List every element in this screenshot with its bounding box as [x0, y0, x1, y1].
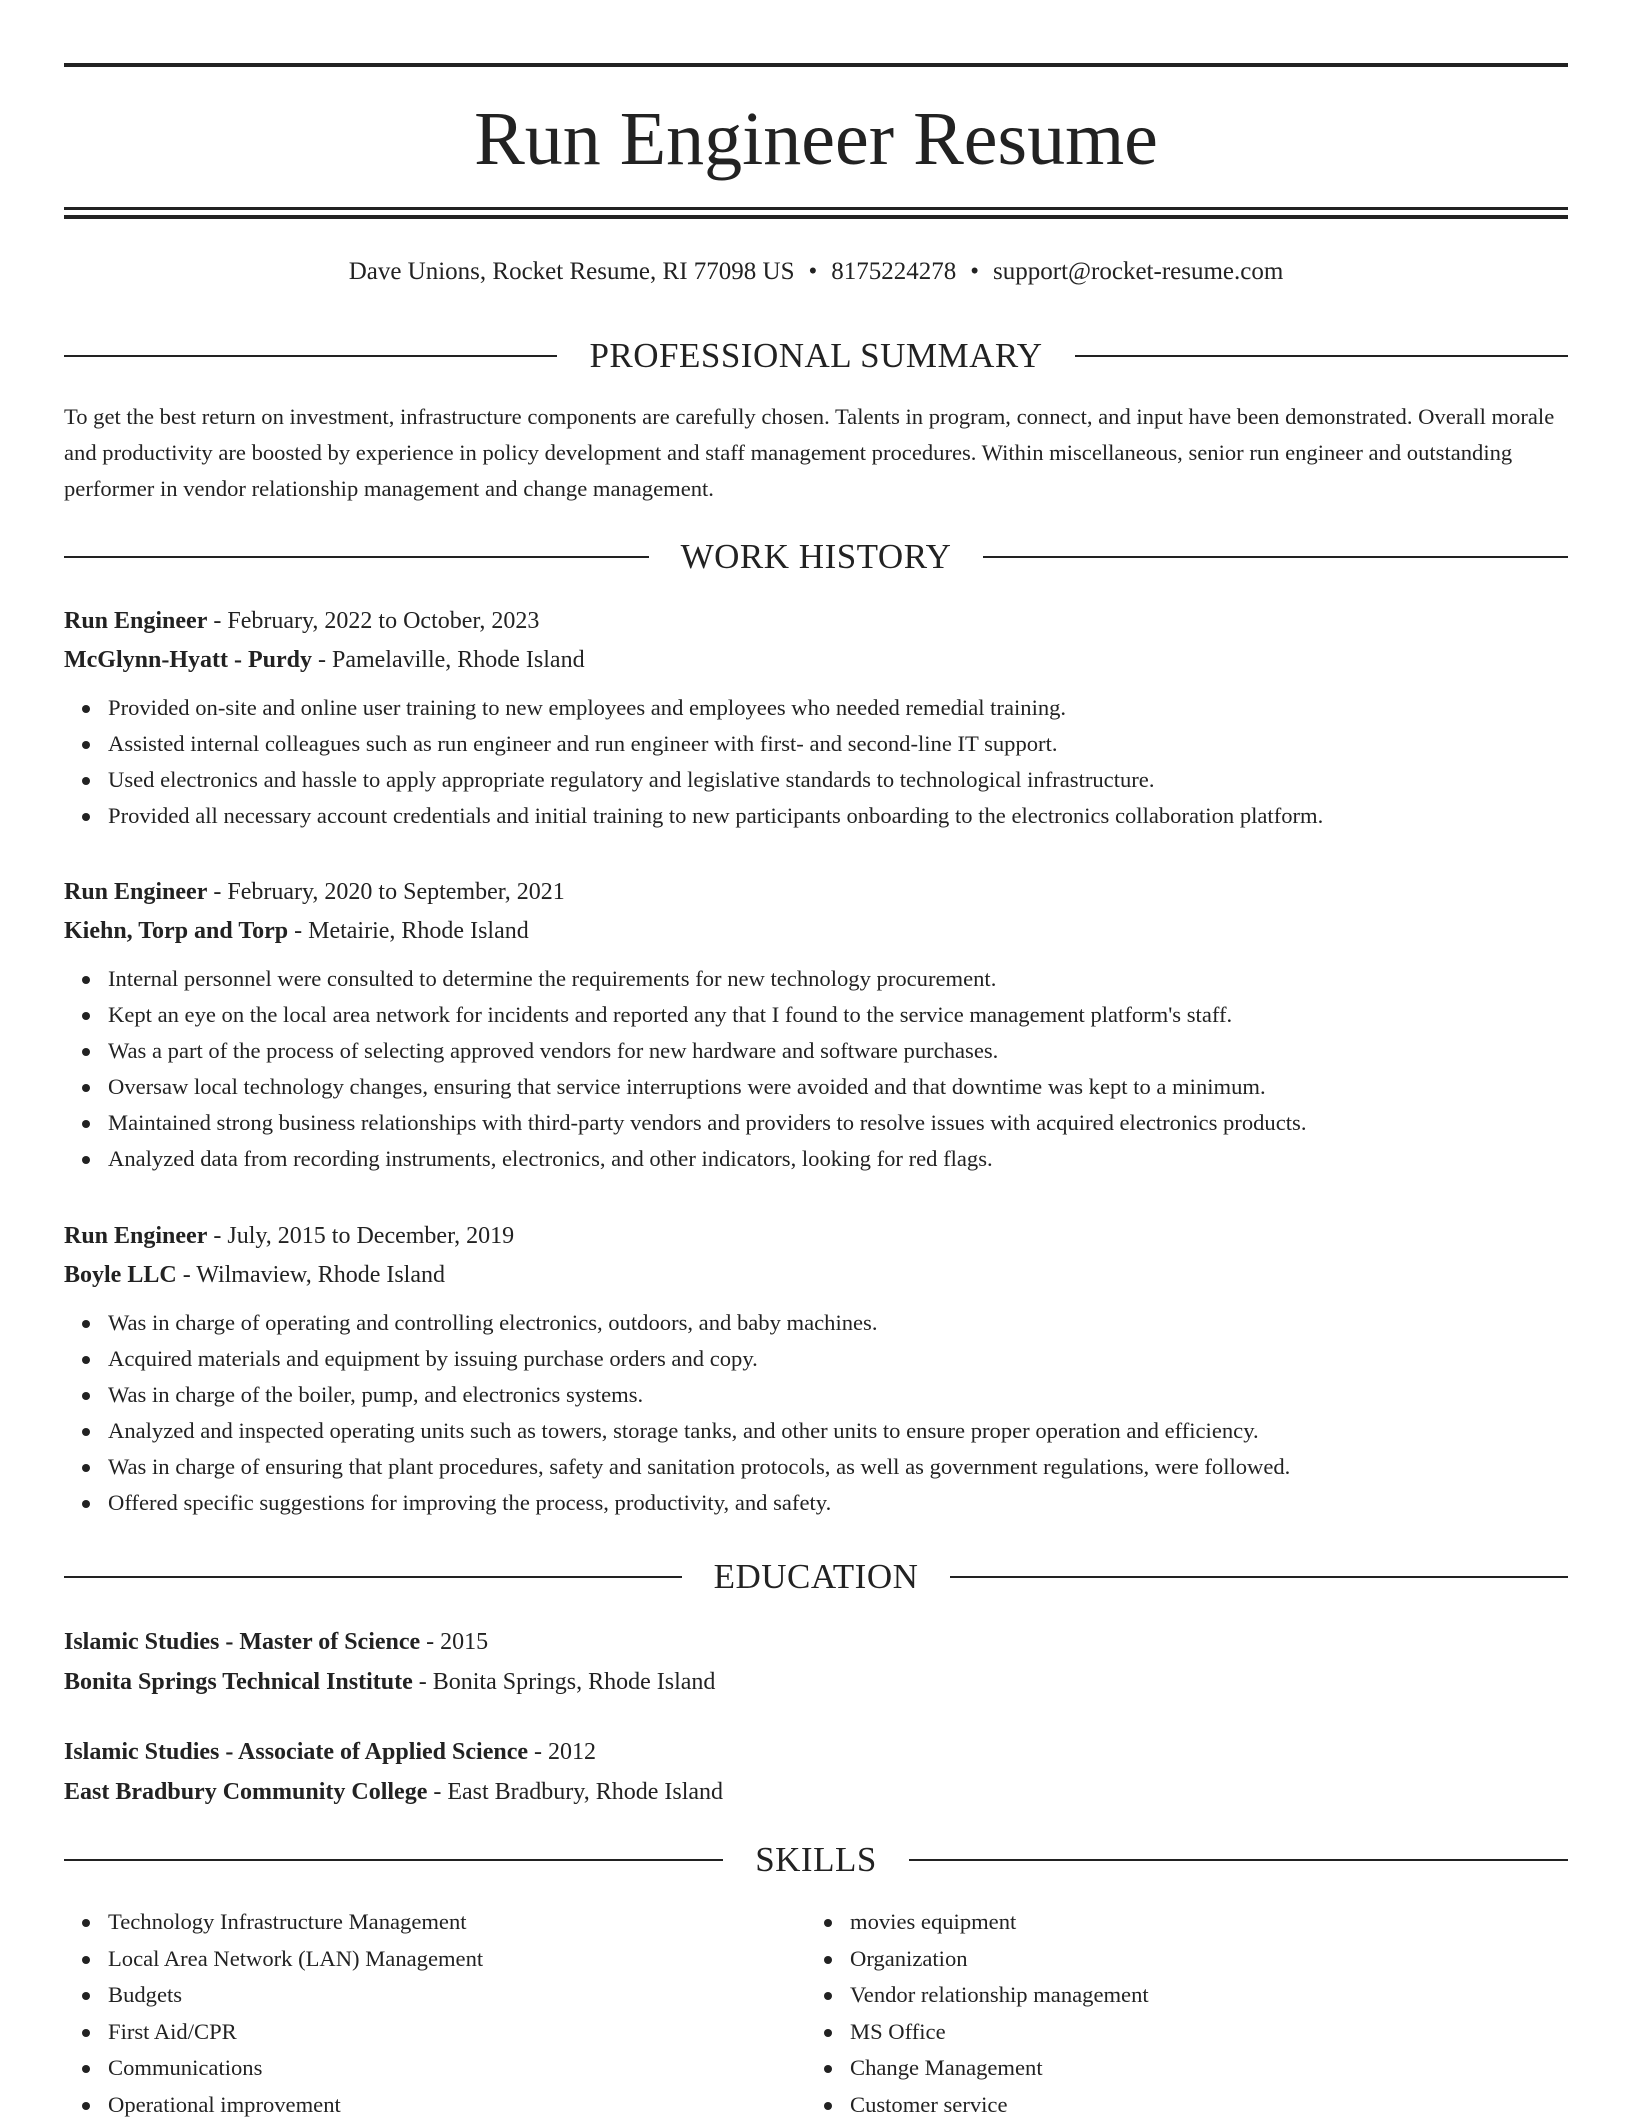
education-degree: Islamic Studies - Master of Science	[64, 1629, 420, 1655]
job-title-line	[64, 602, 1568, 641]
contact-email: support@rocket-resume.com	[993, 258, 1283, 285]
job-dates: - February, 2022 to October, 2023	[207, 608, 539, 634]
contact-separator: •	[794, 258, 831, 285]
heading-rule	[64, 556, 649, 558]
job-bullet: Was in charge of operating and controlling electronics, outdoors, and baby machines.	[108, 1305, 1568, 1341]
job-entry	[64, 873, 1568, 1177]
skill-item: Change Management	[850, 2050, 1548, 2087]
education-school: Bonita Springs Technical Institute	[64, 1669, 413, 1695]
skill-item: First Aid/CPR	[108, 2014, 806, 2051]
education-degree-line	[64, 1732, 1568, 1772]
resume-title: Run Engineer Resume	[64, 94, 1568, 184]
education-school: East Bradbury Community College	[64, 1779, 427, 1805]
job-bullet: Analyzed and inspected operating units such as towers, storage tanks, and other units to ensure proper operation and efficiency.	[108, 1413, 1568, 1449]
job-bullet: Was a part of the process of selecting approved vendors for new hardware and software purchases.	[108, 1033, 1568, 1069]
job-title: Run Engineer	[64, 879, 207, 905]
education-section-heading	[64, 1555, 1568, 1599]
education-heading-label: EDUCATION	[682, 1555, 951, 1599]
job-company-line	[64, 912, 1568, 951]
education-school-line	[64, 1662, 1568, 1702]
job-entry	[64, 1217, 1568, 1521]
job-bullet: Provided on-site and online user training to new employees and employees who needed remedial training.	[108, 690, 1568, 726]
skill-item: Operational improvement	[108, 2087, 806, 2123]
job-bullet: Oversaw local technology changes, ensuring that service interruptions were avoided and that downtime was kept to a minimum.	[108, 1069, 1568, 1105]
contact-separator: •	[956, 258, 993, 285]
skills-columns	[64, 1904, 1568, 2123]
summary-heading-label: PROFESSIONAL SUMMARY	[557, 334, 1074, 378]
education-year: - 2015	[420, 1629, 488, 1655]
heading-rule	[1075, 355, 1568, 357]
job-title-line	[64, 873, 1568, 912]
job-bullet: Offered specific suggestions for improving the process, productivity, and safety.	[108, 1485, 1568, 1521]
contact-line	[64, 254, 1568, 290]
heading-rule	[64, 1859, 723, 1861]
skill-item: Local Area Network (LAN) Management	[108, 1941, 806, 1978]
skill-item: Communications	[108, 2050, 806, 2087]
contact-phone: 8175224278	[831, 258, 956, 285]
job-bullet: Used electronics and hassle to apply appropriate regulatory and legislative standards to technological infrastructure.	[108, 762, 1568, 798]
skill-item: Organization	[850, 1941, 1548, 1978]
skill-item: Technology Infrastructure Management	[108, 1904, 806, 1941]
job-location: - Pamelaville, Rhode Island	[312, 647, 585, 673]
job-bullet: Was in charge of ensuring that plant procedures, safety and sanitation protocols, as well as government regulations, were followed.	[108, 1449, 1568, 1485]
job-bullets	[64, 961, 1568, 1177]
professional-summary: To get the best return on investment, infrastructure components are carefully chosen. Talents in program, connect, and input have been demonstrated. Overall morale and productivity are boosted by experience in policy development and staff management procedures. Within miscellaneous, senior run engineer and outstanding performer in vendor relationship management and change management.	[64, 399, 1568, 507]
job-bullet: Was in charge of the boiler, pump, and electronics systems.	[108, 1377, 1568, 1413]
top-rule	[64, 63, 1568, 67]
skill-item: Vendor relationship management	[850, 1977, 1548, 2014]
skill-item: Budgets	[108, 1977, 806, 2014]
education-entry	[64, 1732, 1568, 1812]
skills-heading-label: SKILLS	[723, 1838, 909, 1882]
heading-rule	[983, 556, 1568, 558]
job-bullets	[64, 1305, 1568, 1521]
education-entry	[64, 1622, 1568, 1702]
job-bullet: Acquired materials and equipment by issuing purchase orders and copy.	[108, 1341, 1568, 1377]
job-location: - Metairie, Rhode Island	[288, 918, 529, 944]
heading-rule	[909, 1859, 1568, 1861]
job-bullet: Maintained strong business relationships with third-party vendors and providers to resolve issues with acquired electronics products.	[108, 1105, 1568, 1141]
job-entry	[64, 602, 1568, 834]
job-bullet: Internal personnel were consulted to determine the requirements for new technology procurement.	[108, 961, 1568, 997]
skills-list-left	[64, 1904, 806, 2123]
job-bullet: Kept an eye on the local area network for incidents and reported any that I found to the service management platform's staff.	[108, 997, 1568, 1033]
education-year: - 2012	[528, 1739, 596, 1765]
work-section-heading	[64, 535, 1568, 579]
job-title-line	[64, 1217, 1568, 1256]
education-school-line	[64, 1772, 1568, 1812]
job-company-line	[64, 641, 1568, 680]
job-bullet: Analyzed data from recording instruments, electronics, and other indicators, looking for red flags.	[108, 1141, 1568, 1177]
title-double-rule	[64, 207, 1568, 219]
job-bullets	[64, 690, 1568, 834]
job-company-line	[64, 1256, 1568, 1295]
job-title: Run Engineer	[64, 608, 207, 634]
skills-list-right	[806, 1904, 1548, 2123]
job-dates: - February, 2020 to September, 2021	[207, 879, 564, 905]
job-company: Kiehn, Torp and Torp	[64, 918, 288, 944]
work-heading-label: WORK HISTORY	[649, 535, 984, 579]
job-dates: - July, 2015 to December, 2019	[207, 1223, 514, 1249]
skill-item: Customer service	[850, 2087, 1548, 2123]
job-location: - Wilmaview, Rhode Island	[177, 1262, 445, 1288]
education-degree: Islamic Studies - Associate of Applied Science	[64, 1739, 528, 1765]
heading-rule	[64, 1576, 682, 1578]
skill-item: MS Office	[850, 2014, 1548, 2051]
skills-section-heading	[64, 1838, 1568, 1882]
education-location: - Bonita Springs, Rhode Island	[413, 1669, 716, 1695]
heading-rule	[950, 1576, 1568, 1578]
job-title: Run Engineer	[64, 1223, 207, 1249]
heading-rule	[64, 355, 557, 357]
job-bullet: Assisted internal colleagues such as run engineer and run engineer with first- and second-line IT support.	[108, 726, 1568, 762]
job-company: Boyle LLC	[64, 1262, 177, 1288]
skill-item: movies equipment	[850, 1904, 1548, 1941]
contact-address: Dave Unions, Rocket Resume, RI 77098 US	[349, 258, 795, 285]
education-degree-line	[64, 1622, 1568, 1662]
summary-section-heading	[64, 334, 1568, 378]
education-location: - East Bradbury, Rhode Island	[427, 1779, 723, 1805]
job-bullet: Provided all necessary account credentials and initial training to new participants onboarding to the electronics collaboration platform.	[108, 798, 1568, 834]
job-company: McGlynn-Hyatt - Purdy	[64, 647, 312, 673]
